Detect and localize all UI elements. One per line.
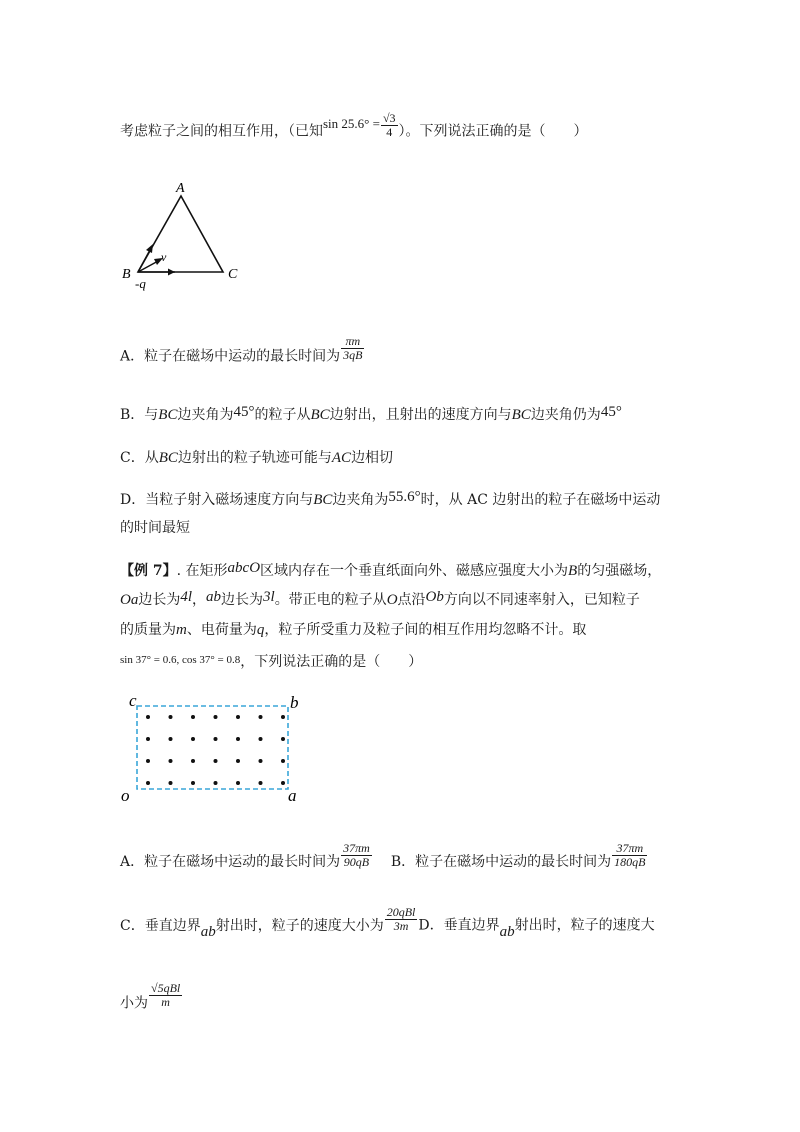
- intro-line: [120, 111, 588, 145]
- label-q: -q: [135, 276, 146, 291]
- q7-option-b: B．粒子在磁场中运动的最长时间为 $\frac{37\pi m}{180qB}$: [390, 841, 646, 870]
- field-dot: [281, 715, 285, 719]
- field-dot: [281, 737, 285, 741]
- example7-tag: 【例 7】: [120, 563, 177, 579]
- frac-37pim-90qB: $\frac{37\pi m}{90qB}$: [343, 841, 370, 869]
- field-dot: [259, 715, 263, 719]
- frac-37pim-180qB: $\frac{37\pi m}{180qB}$: [614, 841, 646, 869]
- intro-text: 考虑粒子之间的相互作用，（已知: [120, 123, 323, 140]
- label-A: A: [176, 181, 185, 196]
- field-dot: [281, 781, 285, 785]
- q7-option-c-d: [120, 905, 655, 940]
- field-dot: [146, 759, 150, 763]
- field-dot: [214, 781, 218, 785]
- field-dot: [236, 781, 240, 785]
- q6-option-c: C．从BC边射出的粒子轨迹可能与AC边相切: [120, 450, 394, 466]
- example7-line1: 【例 7】. 在矩形abcO区域内存在一个垂直纸面向外、磁感应强度大小为B的匀强磁场，: [120, 560, 662, 579]
- q6-option-a: A．粒子在磁场中运动的最长时间为 $\frac{\pi m}{3qB}$: [120, 334, 363, 365]
- label-C: C: [228, 267, 238, 282]
- q6-option-b: B．与BC边夹角为45°的粒子从BC边射出，且射出的速度方向与BC边夹角仍为45°: [120, 404, 622, 423]
- sqrt3-over-4: $\frac{√3}{4}$: [382, 111, 396, 139]
- field-dot: [259, 781, 263, 785]
- field-dot: [281, 759, 285, 763]
- label-a: a: [288, 786, 297, 805]
- field-dot: [146, 781, 150, 785]
- sin-formula: sin 25.6° =: [323, 115, 380, 131]
- frac-20qBl-3m: $\frac{\text{20qBl}}{3m}$: [386, 905, 416, 933]
- field-dot: [214, 737, 218, 741]
- field-dot: [236, 715, 240, 719]
- field-dot: [191, 737, 195, 741]
- example7-line3: 的质量为m、电荷量为q，粒子所受重力及粒子间的相互作用均忽略不计。取: [120, 622, 587, 638]
- q7-option-d: D．垂直边界ab射出时，粒子的速度大: [418, 917, 655, 940]
- field-dot: [236, 737, 240, 741]
- example7-line4: $^{sin 37^\circ = 0.6, cos 37^\circ = 0.8}$，下列说法正确的是（ ）: [120, 654, 423, 670]
- field-dot: [146, 737, 150, 741]
- label-B: B: [122, 267, 131, 282]
- velocity-arrow-bc: [168, 269, 175, 276]
- field-dot: [169, 737, 173, 741]
- field-dot: [191, 781, 195, 785]
- field-dot: [191, 759, 195, 763]
- velocity-arrow-up: [146, 244, 153, 253]
- label-v: v: [161, 250, 167, 264]
- field-dot: [146, 715, 150, 719]
- field-dot: [169, 781, 173, 785]
- intro-question: ）。下列说法正确的是（ ）: [398, 123, 588, 140]
- rectangle-field-figure: [118, 688, 318, 806]
- q7-option-d-line2: 小为 $\frac{\text{√5qBl}}{m}$: [120, 981, 181, 1012]
- triangle-figure: [115, 178, 255, 293]
- triangle-abc: [138, 196, 223, 272]
- frac-pim-3qB: $\frac{\pi m}{3qB}$: [343, 334, 363, 362]
- field-dot: [214, 759, 218, 763]
- q7-option-a: A．粒子在磁场中运动的最长时间为 $\frac{37\pi m}{90qB}$: [120, 841, 370, 870]
- label-o: o: [121, 786, 130, 805]
- field-dot: [191, 715, 195, 719]
- field-dot: [259, 759, 263, 763]
- q6-option-d-line2: 的时间最短: [120, 520, 190, 536]
- magnetic-field-dots: [146, 715, 285, 785]
- field-dot: [259, 737, 263, 741]
- label-b: b: [290, 693, 299, 712]
- q6-option-d: D．当粒子射入磁场速度方向与BC边夹角为55.6°时，从 AC 边射出的粒子在磁场中运动: [120, 489, 661, 508]
- label-c: c: [129, 691, 137, 710]
- field-boundary: [137, 706, 288, 789]
- field-dot: [236, 759, 240, 763]
- q7-option-c: C．垂直边界ab射出时，粒子的速度大小为 $\frac{\text{20qBl}}{3m}$: [120, 905, 416, 940]
- field-dot: [169, 715, 173, 719]
- example7-line2: Oa边长为4l，ab边长为3l。带正电的粒子从O点沿Ob方向以不同速率射入，已知粒子: [120, 589, 640, 608]
- field-dot: [214, 715, 218, 719]
- field-dot: [169, 759, 173, 763]
- frac-sqrt5qBl-m: $\frac{\text{√5qBl}}{m}$: [151, 981, 181, 1009]
- q7-option-a-b: [120, 841, 648, 875]
